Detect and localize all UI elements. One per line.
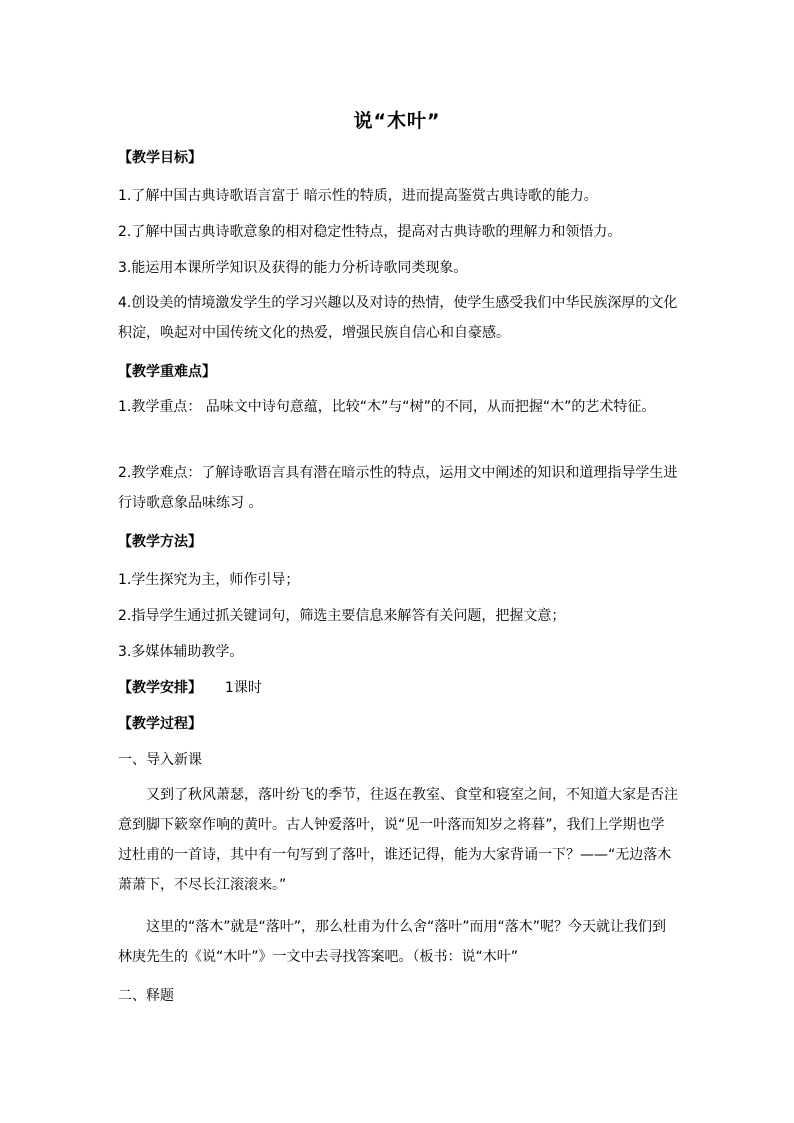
objective-item: 2.了解中国古典诗歌意象的相对稳定性特点，提高对古典诗歌的理解力和领悟力。 xyxy=(118,224,622,240)
objective-item: 3.能运用本课所学知识及获得的能力分析诗歌同类现象。 xyxy=(118,260,468,276)
arrangement-value: 1课时 xyxy=(224,680,262,696)
objective-item: 4.创设美的情境激发学生的学习兴趣以及对诗的热情，使学生感受我们中华民族深厚的文化积淀，唤起对中国传统文化的热爱，增强民族自信心和自豪感。 xyxy=(118,295,678,341)
method-item: 1.学生探究为主，师作引导； xyxy=(118,572,300,588)
part1-heading: 一、导入新课 xyxy=(118,752,202,768)
key-point-item: 1.教学重点： 品味文中诗句意蕴，比较“木”与“树”的不同，从而把握“木”的艺术特征。 xyxy=(118,399,656,415)
key-points-heading: 【教学重难点】 xyxy=(118,364,216,380)
method-item: 2.指导学生通过抓关键词句，筛选主要信息来解答有关问题，把握文意； xyxy=(118,608,566,624)
arrangement-row xyxy=(118,678,678,698)
objectives-heading: 【教学目标】 xyxy=(118,150,202,166)
methods-heading: 【教学方法】 xyxy=(118,534,202,550)
part1-paragraph: 又到了秋风萧瑟，落叶纷飞的季节，往返在教室、食堂和寝室之间，不知道大家是否注意到脚下簌窣作响的黄叶。古人钟爱落叶，说“见一叶落而知岁之将暮”，我们上学期也学过杜甫的一首诗，其中有一句写到了落叶，谁还记得，能为大家背诵一下？——“无边落木萧萧下，不尽长江滚滚来。” xyxy=(118,787,678,893)
part1-paragraph: 这里的“落木”就是“落叶”，那么杜甫为什么舍“落叶”而用“落木”呢？今天就让我们到林庚先生的《说“木叶”》一文中去寻找答案吧。（板书：说“木叶” xyxy=(118,919,667,965)
key-point-item: 2.教学难点：了解诗歌语言具有潜在暗示性的特点，运用文中阐述的知识和道理指导学生进行诗歌意象品味练习 。 xyxy=(118,465,678,511)
page-title: 说“木叶” xyxy=(353,110,441,132)
part2-heading: 二、释题 xyxy=(118,988,174,1004)
method-item: 3.多媒体辅助教学。 xyxy=(118,644,244,660)
arrangement-heading: 【教学安排】 xyxy=(118,680,202,696)
objective-item: 1.了解中国古典诗歌语言富于 暗示性的特质，进而提高鉴赏古典诗歌的能力。 xyxy=(118,188,598,204)
process-heading: 【教学过程】 xyxy=(118,716,202,732)
